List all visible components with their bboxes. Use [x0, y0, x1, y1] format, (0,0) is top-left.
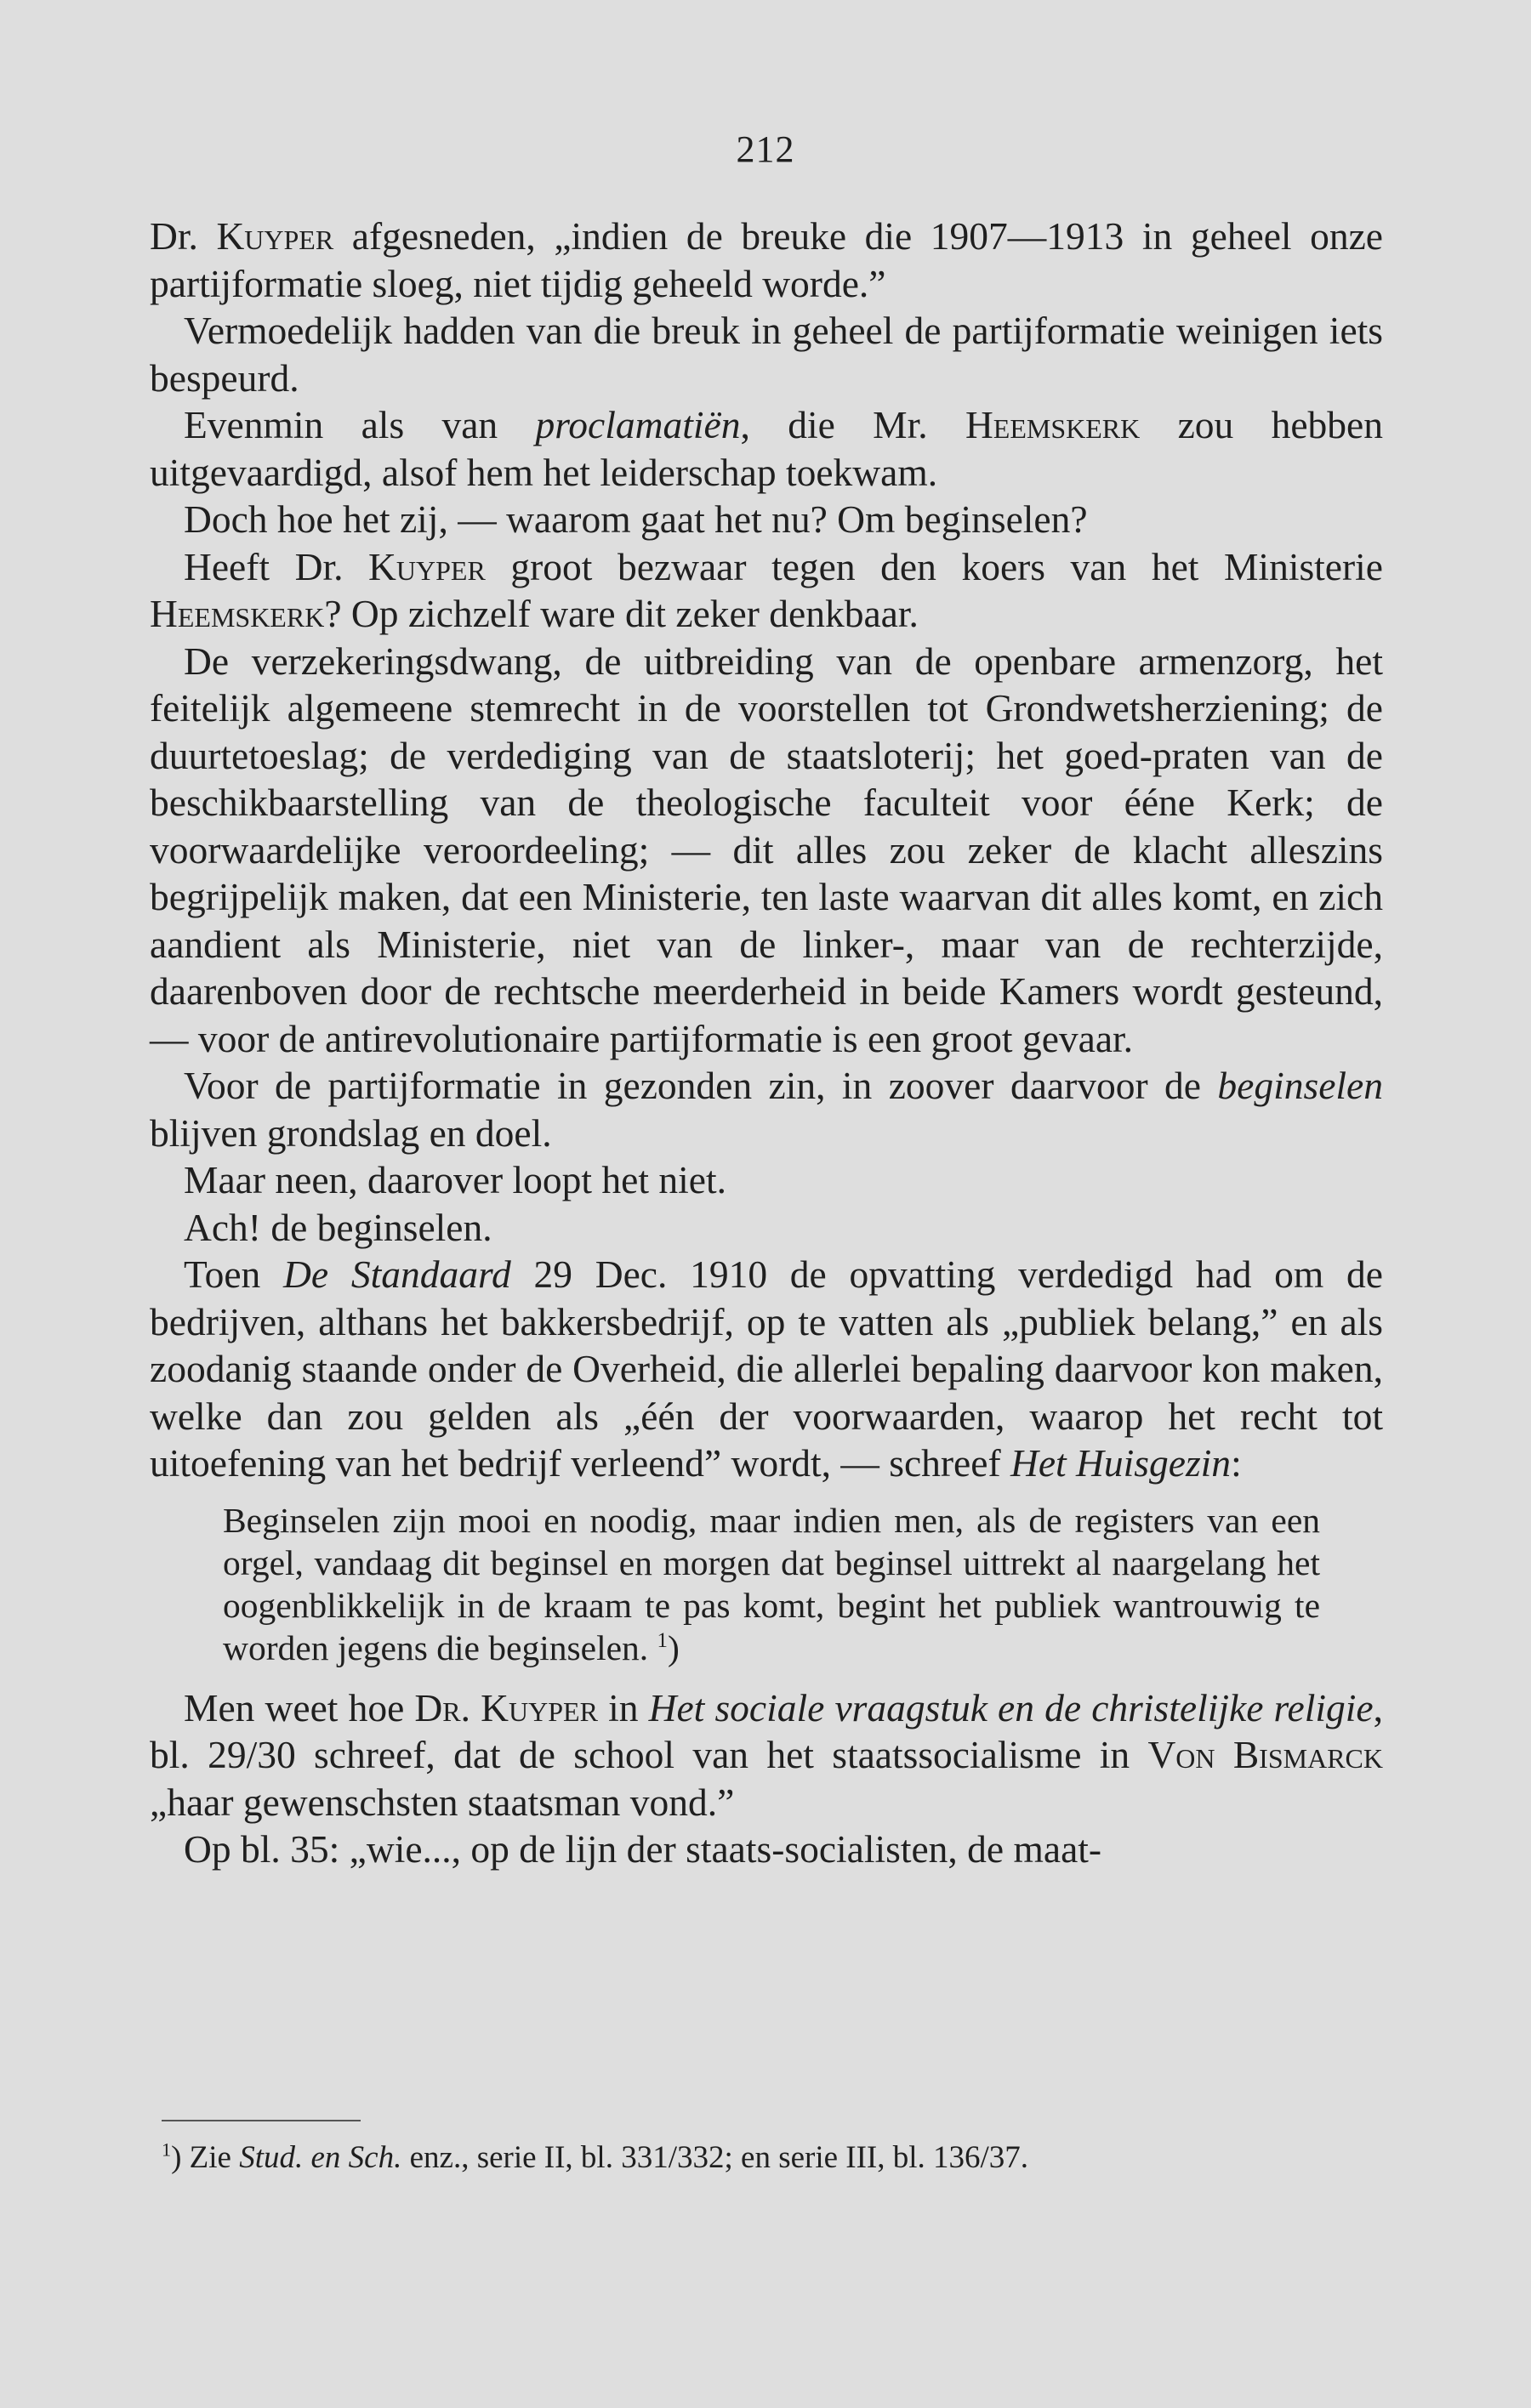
italic-text: Het sociale vraagstuk en de christelijke religie — [648, 1685, 1374, 1729]
footnote-rule — [162, 2120, 361, 2121]
paragraph — [150, 1826, 1383, 1873]
italic-text: beginselen — [1217, 1064, 1383, 1107]
text-run: blijven grondslag en doel. — [150, 1110, 552, 1155]
text-run: Beginselen zijn mooi en noodig, maar indien men, als de registers van een orgel, vandaag dit beginsel en morgen dat beginsel uittrekt al naargelang het oogenblikkelijk in de kraam te pas komt, begint het publiek wantrouwig te worden jegens die beginselen. — [223, 1500, 1320, 1667]
text-run: groot bezwaar tegen den koers van het Ministerie — [485, 544, 1383, 588]
name-smallcaps: Heemskerk — [150, 592, 325, 635]
italic-text: De Standaard — [283, 1252, 511, 1296]
text-run: Op bl. 35: „wie..., op de lijn der staats-socialisten, de maat- — [184, 1827, 1102, 1871]
name-smallcaps: Von Bismarck — [1147, 1733, 1383, 1776]
text-run: Toen — [184, 1252, 284, 1296]
name-smallcaps: Kuyper — [368, 544, 486, 588]
block-quote — [223, 1499, 1320, 1669]
text-run: Vermoedelijk hadden van die breuk in geheel de partijformatie weinigen iets bespeurd. — [150, 309, 1383, 400]
text-run: in — [597, 1685, 649, 1729]
text-run: Maar neen, daarover loopt het niet. — [184, 1158, 726, 1201]
text-run: : — [1231, 1441, 1242, 1485]
italic-text: proclamatiën — [535, 403, 741, 446]
text-run: zou hebben uitgevaardigd, alsof hem het leiderschap toekwam. — [150, 403, 1384, 494]
name-smallcaps: Dr. Kuyper — [414, 1685, 598, 1729]
text-run: Ach! de beginselen. — [184, 1205, 492, 1249]
text-run: , bl. 29/30 schreef, dat de school van het staatssocialisme in — [150, 1685, 1383, 1776]
paragraph — [150, 638, 1383, 1063]
footnote-marker: 1 — [657, 1628, 668, 1652]
paragraph — [150, 543, 1383, 638]
italic-text: Het Huisgezin — [1010, 1441, 1232, 1485]
text-run: „haar gewenschsten staatsman vond.” — [150, 1780, 735, 1824]
paragraph — [150, 213, 1383, 307]
text-run: Men weet hoe — [184, 1685, 415, 1729]
paragraph — [150, 1062, 1383, 1156]
paragraph — [150, 307, 1383, 401]
page-number: 212 — [736, 128, 795, 170]
text-run: ? Op zichzelf ware dit zeker denkbaar. — [324, 592, 919, 635]
paragraph — [150, 1156, 1383, 1204]
text-run: enz., serie II, bl. 331/332; en serie III, bl. 136/37. — [401, 2140, 1029, 2175]
paragraph — [150, 1251, 1383, 1487]
paragraph — [150, 1684, 1383, 1826]
name-smallcaps: Kuyper — [216, 214, 334, 258]
paragraph — [150, 401, 1383, 496]
text-run: afgesneden, „indien de breuke die 1907—1913 in geheel onze partijformatie sloeg, niet tijdig geheeld worde.” — [150, 214, 1383, 305]
text-run: De verzekeringsdwang, de uitbreiding van de openbare armenzorg, het feitelijk algemeene stemrecht in de voorstellen tot Grondwetsherziening; de duurtetoeslag; de verdediging van de staatsloterij; het goed-praten van de beschikbaarstelling van de theologische faculteit voor ééne Kerk; de voorwaardelijke veroordeeling; — dit alles zou zeker de klacht alleszins begrijpelijk maken, dat een Ministerie, ten laste waarvan dit alles komt, en zich aandient als Ministerie, niet van de linker-, maar van de rechterzijde, daarenboven door de rechtsche meerderheid in beide Kamers wordt gesteund, — voor de antirevolutionaire partijformatie is een groot gevaar. — [150, 639, 1383, 1060]
text-run: Heeft Dr. — [184, 544, 369, 588]
paragraph — [150, 496, 1383, 543]
italic-text: Stud. en Sch. — [239, 2140, 402, 2175]
text-run: Dr. — [150, 214, 217, 258]
paragraph — [150, 1204, 1383, 1252]
body-text — [150, 213, 1383, 1873]
text-run: ) Zie — [171, 2140, 240, 2175]
text-run: Voor de partijformatie in gezonden zin, in zoover daarvoor de — [184, 1064, 1218, 1107]
footnote-marker: 1 — [162, 2138, 172, 2161]
text-run: Doch hoe het zij, — waarom gaat het nu? Om beginselen? — [184, 497, 1088, 541]
text-run: 29 Dec. 1910 de opvatting verdedigd had om de bedrijven, althans het bakkersbedrijf, op te vatten als „publiek belang,” en als zoodanig staande onder de Overheid, die allerlei bepaling daarvoor kon maken, welke dan zou gelden als „één der voorwaarden, waarop het recht tot uitoefening van het bedrijf verleend” wordt, — schreef — [150, 1252, 1383, 1485]
text-run: ) — [667, 1627, 680, 1667]
text-run: Evenmin als van — [184, 403, 536, 446]
text-run: , die Mr. — [740, 403, 965, 446]
name-smallcaps: Heemskerk — [965, 403, 1141, 446]
footnote — [162, 2138, 1395, 2178]
